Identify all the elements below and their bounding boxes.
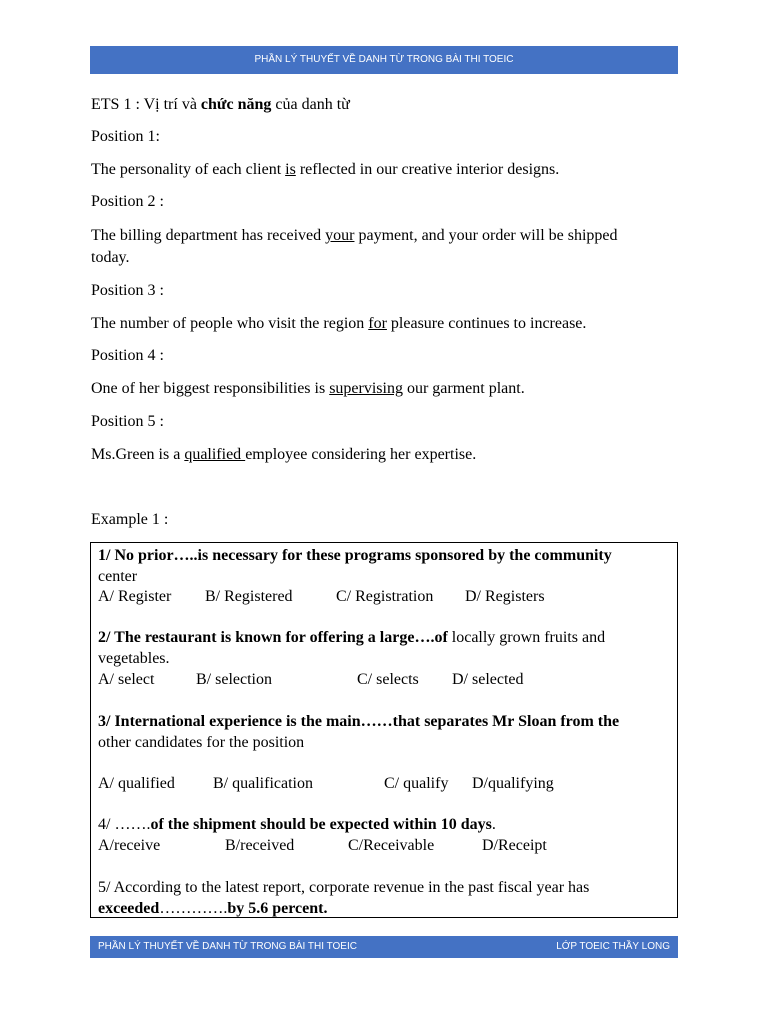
example-label: Example 1 : <box>91 511 169 528</box>
option-b: B/ Registered <box>205 588 293 605</box>
header-title: PHẦN LÝ THUYẾT VỀ DANH TỪ TRONG BÀI THI TOEIC <box>254 54 514 65</box>
position-3-sentence: The number of people who visit the region for pleasure continues to increase. <box>91 315 587 332</box>
footer-left-text: PHẦN LÝ THUYẾT VỀ DANH TỪ TRONG BÀI THI TOEIC <box>98 941 357 952</box>
position-3-label: Position 3 : <box>91 282 164 299</box>
question-4-line-1: 4/ …….of the shipment should be expected within 10 days. <box>98 816 496 833</box>
underlined-word: qualified <box>184 446 246 463</box>
question-2-line-2: vegetables. <box>98 650 170 667</box>
question-3-line-1: 3/ International experience is the main……that separates Mr Sloan from the <box>98 713 620 730</box>
option-a: A/ qualified <box>98 775 175 792</box>
position-1-label: Position 1: <box>91 128 160 145</box>
question-3-line-2: other candidates for the position <box>98 734 305 751</box>
option-c: C/ Registration <box>336 588 434 605</box>
option-a: A/ Register <box>98 588 172 605</box>
option-c: C/ qualify <box>384 775 449 792</box>
underlined-word: is <box>285 161 296 178</box>
position-5-label: Position 5 : <box>91 413 164 430</box>
section-title: ETS 1 : Vị trí và chức năng của danh từ <box>91 96 350 113</box>
option-c: C/Receivable <box>348 837 435 854</box>
option-d: D/ selected <box>452 671 524 688</box>
question-2-line-1: 2/ The restaurant is known for offering a large….of locally grown fruits and <box>98 629 606 646</box>
option-b: B/received <box>225 837 295 854</box>
position-4-label: Position 4 : <box>91 347 164 364</box>
footer-right-text: LỚP TOEIC THẦY LONG <box>556 941 670 952</box>
position-5-sentence: Ms.Green is a qualified employee considering her expertise. <box>91 446 477 463</box>
option-d: D/Receipt <box>482 837 547 854</box>
option-a: A/ select <box>98 671 155 688</box>
underlined-word: supervising <box>329 380 403 397</box>
option-b: B/ selection <box>196 671 272 688</box>
example-box <box>90 542 678 918</box>
position-2-sentence: The billing department has received your payment, and your order will be shipped today. <box>91 227 618 266</box>
question-1-line-2: center <box>98 568 138 585</box>
question-5-line-1: 5/ According to the latest report, corporate revenue in the past fiscal year has <box>98 879 590 896</box>
question-5-line-2: exceeded………….by 5.6 percent. <box>98 900 328 917</box>
position-4-sentence: One of her biggest responsibilities is supervising our garment plant. <box>91 380 525 397</box>
position-2-label: Position 2 : <box>91 193 164 210</box>
option-c: C/ selects <box>357 671 419 688</box>
option-d: D/qualifying <box>472 775 554 792</box>
option-d: D/ Registers <box>465 588 545 605</box>
question-1-line-1: 1/ No prior…..is necessary for these programs sponsored by the community <box>98 547 612 564</box>
footer-bar <box>90 936 678 958</box>
underlined-word: your <box>325 227 355 244</box>
header-bar <box>90 46 678 74</box>
underlined-word: for <box>368 315 387 332</box>
position-1-sentence: The personality of each client is reflected in our creative interior designs. <box>91 161 560 178</box>
option-b: B/ qualification <box>213 775 313 792</box>
option-a: A/receive <box>98 837 161 854</box>
